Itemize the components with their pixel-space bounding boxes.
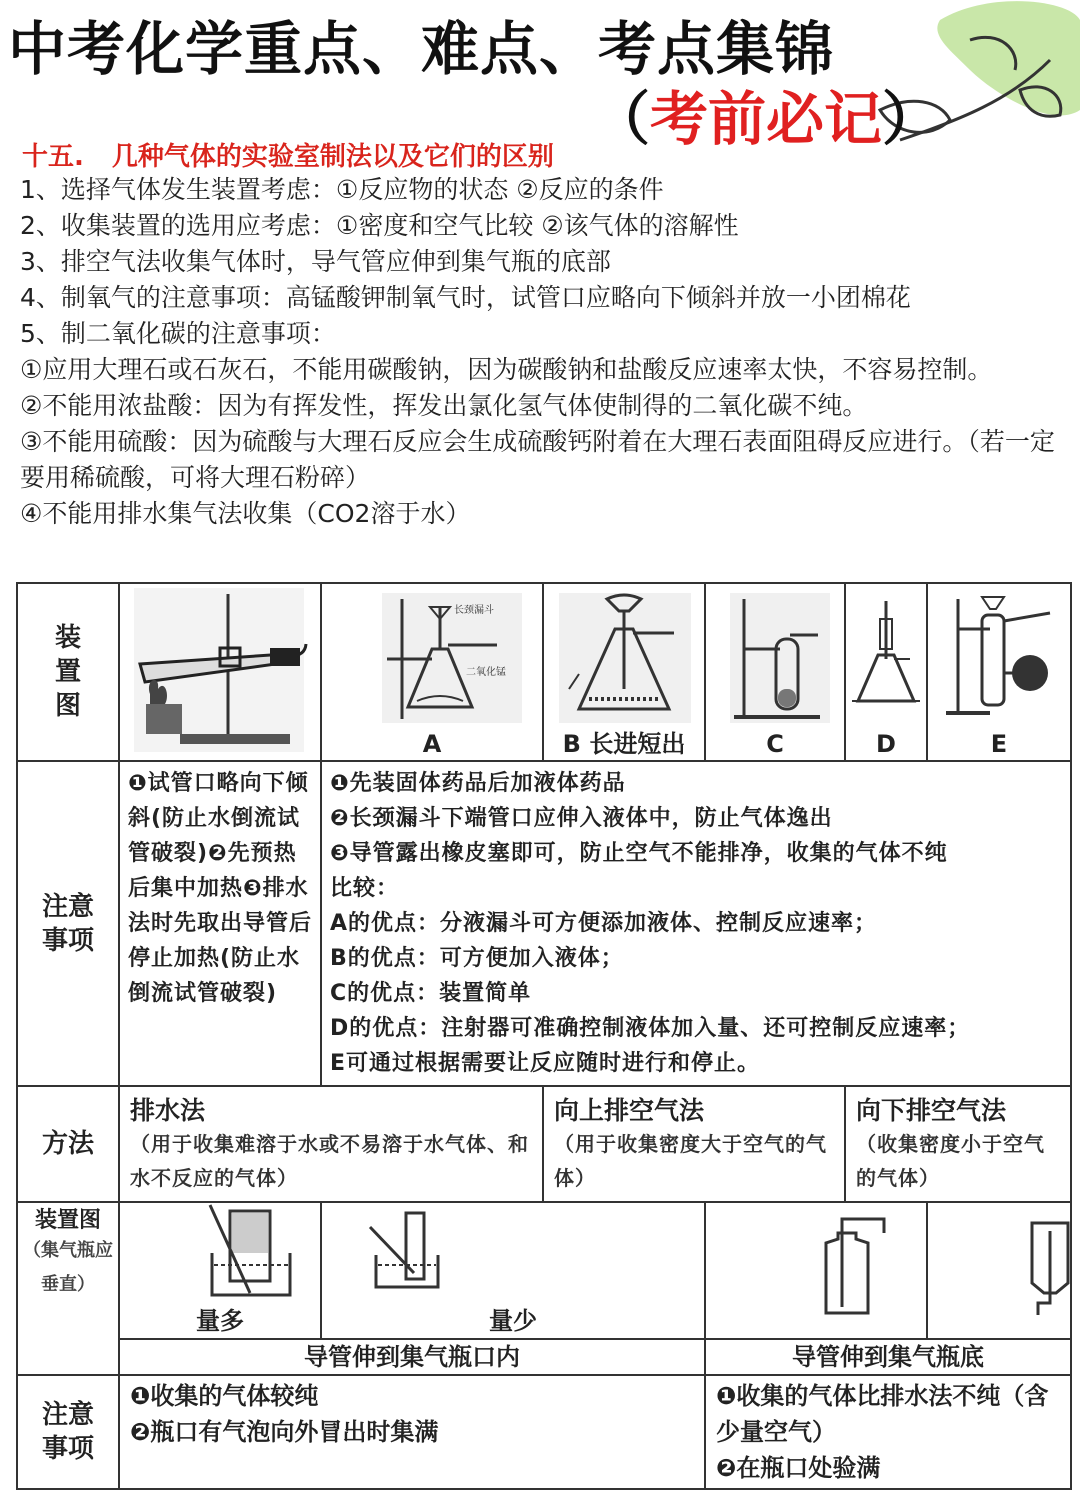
note-line: ❶先装固体药品后加液体药品 [330,771,626,796]
collection-notes-right [705,1375,1071,1489]
apparatus-c [705,583,845,761]
collection-apparatus-row [17,1202,1071,1339]
collection-notes-row [17,1375,1071,1489]
tube-position-left: 导管伸到集气瓶口内 [119,1339,705,1375]
flask-with-funnel-icon [332,589,532,729]
apparatus-caption-b: B 长进短出 [562,730,686,758]
body-line: ①应用大理石或石灰石，不能用碳酸钠，因为碳酸钠和盐酸反应速率太快，不容易控制。 [20,355,993,384]
methods-label: 方法 [17,1086,119,1202]
water-caption-more: 量多 [196,1307,244,1335]
notes-generators [321,761,1071,1086]
body-line: 4、制氧气的注意事项：高锰酸钾制氧气时，试管口应略向下倾斜并放一小团棉花 [20,283,911,312]
note-line: B的优点：可方便加入液体； [330,946,624,971]
apparatus-caption-d: D [876,730,896,758]
method-downward-air [845,1086,1071,1202]
note-line: ❷长颈漏斗下端管口应伸入液体中，防止气体逸出 [330,806,833,831]
method-upward-air [543,1086,845,1202]
body-line: 5、制二氧化碳的注意事项： [20,319,336,348]
body-line: 2、收集装置的选用应考虑：①密度和空气比较 ②该气体的溶解性 [20,211,739,240]
section-body [20,172,1070,532]
section-number: 十五. [22,142,84,172]
body-line: 3、排空气法收集气体时，导气管应伸到集气瓶的底部 [20,247,611,276]
collection-apparatus-label: 装置图 （集气瓶应垂直） [17,1202,119,1375]
downward-air-cell [927,1202,1071,1339]
method-name: 排水法 [130,1096,206,1125]
methods-row [17,1086,1071,1202]
collection-notes-label: 注意事项 [17,1375,119,1489]
gas-preparation-table [16,582,1072,1490]
water-collection-more-icon [120,1203,320,1311]
svg-text:二氧化锰: 二氧化锰 [466,667,506,678]
note-line: D的优点：注射器可准确控制液体加入量、还可控制反应速率； [330,1016,971,1041]
section-heading [22,136,554,173]
subtitle-close-paren: ） [882,85,941,153]
tube-position-row [17,1339,1071,1375]
test-tube-stand-icon [710,589,840,729]
note-line: C的优点：装置简单 [330,981,532,1006]
apparatus-label: 装置图 [17,583,119,761]
body-line: ②不能用浓盐酸：因为有挥发性，挥发出氯化氢气体使制得的二氧化碳不纯。 [20,391,868,420]
upward-air-cell [705,1202,927,1339]
body-line: 1、选择气体发生装置考虑：①反应物的状态 ②反应的条件 [20,175,664,204]
page-title: 中考化学重点、难点、考点集锦 [8,15,835,83]
water-more-cell [119,1202,321,1339]
body-line: ④不能用排水集气法收集（CO2溶于水） [20,499,471,528]
apparatus-a [321,583,543,761]
subtitle-open-paren: （ [592,85,651,153]
conical-flask-icon [549,589,699,729]
notes-row [17,761,1071,1086]
downward-air-collection-icon [928,1203,1080,1333]
svg-text:长颈漏斗: 长颈漏斗 [454,605,494,616]
apparatus-caption-a: A [422,730,442,758]
heated-test-tube-icon [120,584,318,756]
note-line: ❶收集的气体较纯 [130,1382,319,1410]
method-desc: （用于收集密度大于空气的气体） [554,1132,827,1190]
section-title: 几种气体的实验室制法以及它们的区别 [111,142,554,172]
apparatus-row [17,583,1071,761]
apparatus-heating [119,583,321,761]
water-collection-less-icon [322,1203,492,1311]
apparatus-caption-c: C [766,730,784,758]
note-line: 比较： [330,876,400,901]
tube-position-right: 导管伸到集气瓶底 [705,1339,1071,1375]
notes-label: 注意事项 [17,761,119,1086]
water-caption-less: 量少 [489,1307,537,1335]
apparatus-d [845,583,927,761]
method-desc: （用于收集难溶于水或不易溶于水气体、和水不反应的气体） [130,1132,529,1190]
water-less-cell [321,1202,705,1339]
note-line: ❶收集的气体比排水法不纯（含少量空气） [716,1382,1049,1446]
method-name: 向下排空气法 [856,1096,1007,1125]
method-water [119,1086,543,1202]
apparatus-b [543,583,705,761]
apparatus-e [927,583,1071,761]
method-name: 向上排空气法 [554,1096,705,1125]
subtitle-highlight: 考前必记 [650,85,883,153]
note-line: ❸导管露出橡皮塞即可，防止空气不能排净，收集的气体不纯 [330,841,948,866]
collection-notes-left [119,1375,705,1489]
body-line: ③不能用硫酸：因为硫酸与大理石反应会生成硫酸钙附着在大理石表面阻碍反应进行。（若一定要用稀硫酸，可将大理石粉碎） [20,427,1055,492]
note-line: ❷瓶口有气泡向外冒出时集满 [130,1418,439,1446]
method-desc: （收集密度小于空气的气体） [856,1132,1045,1190]
note-line: A的优点：分液漏斗可方便添加液体、控制反应速率； [330,911,878,936]
note-line: ❷在瓶口处验满 [716,1454,881,1482]
page-subtitle [592,72,940,156]
apparatus-caption-e: E [990,730,1008,758]
notes-heating: ❶试管口略向下倾斜(防止水倒流试管破裂)❷先预热后集中加热❸排水法时先取出导管后停止加热(防止水倒流试管破裂) [119,761,321,1086]
syringe-flask-icon [848,589,924,729]
kipp-generator-icon [930,589,1068,729]
note-line: E可通过根据需要让反应随时进行和停止。 [330,1051,761,1076]
